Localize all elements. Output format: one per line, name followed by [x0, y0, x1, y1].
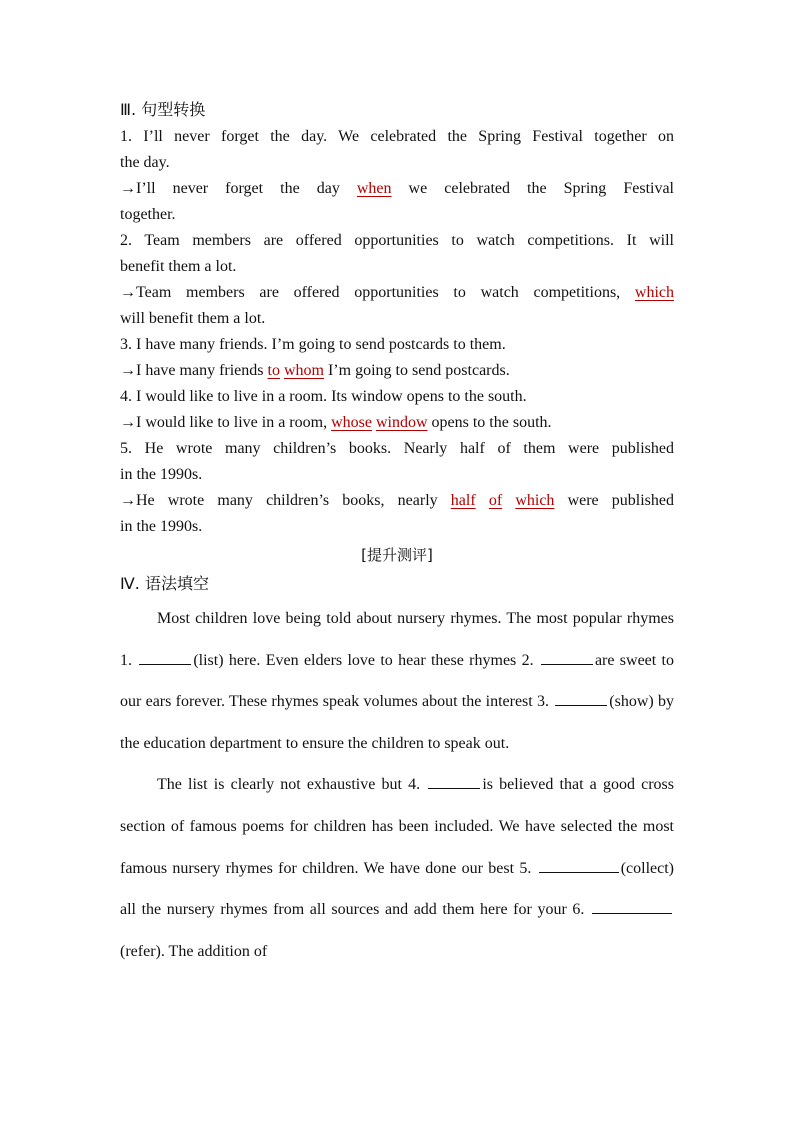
answer-word: whose: [331, 414, 372, 431]
blank-4-input[interactable]: [428, 774, 480, 789]
answer-word: window: [375, 414, 428, 431]
center-label: [提升测评]: [361, 546, 433, 564]
answer-3-line-1: [120, 358, 674, 384]
answer-text: →I have many friends: [120, 362, 268, 379]
passage-text: are sweet to our ears forever. These rhymes speak volumes about the interest 3.: [120, 651, 674, 711]
passage-text: The list is clearly not exhaustive but 4.: [157, 776, 427, 794]
answer-word: whom: [283, 362, 324, 379]
passage-text: Most children love being told about nursery rhymes. The most popular rhymes 1.: [120, 610, 674, 669]
question-2-line-2: benefit them a lot.: [120, 258, 237, 275]
answer-5-line-2: in the 1990s.: [120, 518, 203, 535]
answer-text: →He wrote many children’s books, nearly: [120, 492, 451, 509]
question-2-line-1: 2. Team members are offered opportunities to watch competitions. It will: [120, 232, 674, 249]
question-3-line-1: 3. I have many friends. I’m going to send postcards to them.: [120, 336, 506, 353]
answer-text: were published: [554, 492, 675, 509]
passage-text: is believed that a good cross section of famous poems for children has been included. We have selected the most famous nursery rhymes for children. We have done our best 5.: [120, 776, 675, 877]
question-1-line-1: 1. I’ll never forget the day. We celebrated the Spring Festival together on: [120, 128, 674, 145]
answer-1-line-2: together.: [120, 206, 176, 223]
answer-word: when: [356, 180, 392, 197]
passage-text: (refer). The addition of: [120, 942, 268, 960]
answer-5-line-1: [120, 488, 674, 514]
answer-text: →I would like to live in a room,: [120, 414, 332, 431]
blank-5-input[interactable]: [539, 858, 619, 873]
answer-4-line-1: [120, 410, 674, 436]
answer-word: to: [267, 362, 280, 379]
answer-2-line-1: [120, 280, 674, 306]
section-heading-4: Ⅳ. 语法填空: [120, 574, 209, 593]
passage-paragraph-1: [120, 598, 674, 764]
answer-text: →I’ll never forget the day: [120, 180, 357, 197]
answer-word: which: [634, 284, 674, 301]
passage-text: (collect) all the nursery rhymes from all sources and add them here for your 6.: [120, 859, 674, 919]
blank-6-input[interactable]: [592, 899, 672, 914]
answer-text: →Team members are offered opportunities to watch competitions,: [120, 284, 635, 301]
answer-1-line-1: [120, 176, 674, 202]
answer-word: of: [488, 492, 503, 509]
answer-2-line-2: will benefit them a lot.: [120, 310, 266, 327]
section-heading-3: Ⅲ. 句型转换: [120, 100, 206, 119]
question-5-line-1: 5. He wrote many children’s books. Nearly half of them were published: [120, 440, 674, 457]
blank-1-input[interactable]: [139, 650, 191, 665]
answer-word: half: [450, 492, 476, 509]
document-page: [120, 96, 674, 972]
passage-paragraph-2: [120, 764, 674, 972]
passage-text: (list) here. Even elders love to hear these rhymes 2.: [193, 651, 539, 669]
blank-2-input[interactable]: [541, 650, 593, 665]
answer-word: which: [515, 492, 555, 509]
answer-text: opens to the south.: [427, 414, 552, 431]
passage-text: (show) by the education department to ensure the children to speak out.: [120, 693, 674, 752]
question-5-line-2: in the 1990s.: [120, 466, 203, 483]
answer-text: we celebrated the Spring Festival: [391, 180, 674, 197]
question-4-line-1: 4. I would like to live in a room. Its window opens to the south.: [120, 388, 527, 405]
question-1-line-2: the day.: [120, 154, 170, 171]
blank-3-input[interactable]: [555, 691, 607, 706]
answer-text: I’m going to send postcards.: [323, 362, 510, 379]
